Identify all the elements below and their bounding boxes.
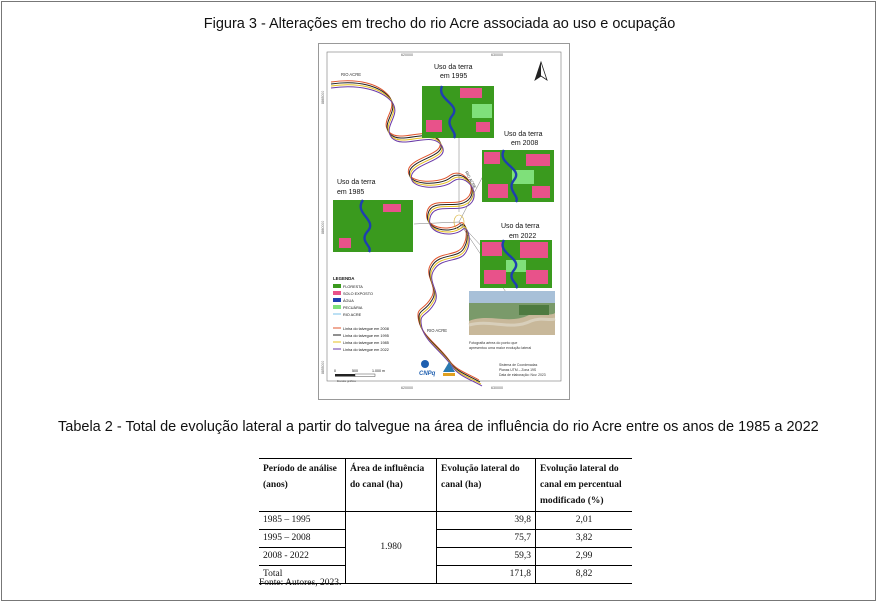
legend-swatch-floresta (333, 284, 341, 288)
legend-label-pecuaria: PECUÁRIA (343, 306, 363, 310)
header-period: Período de análise (anos) (259, 459, 346, 512)
table-row (259, 512, 632, 530)
header-percent: Evolução lateral do canal em percentual modificado (%) (536, 459, 633, 512)
svg-text:CNPq: CNPq (419, 371, 436, 377)
inset-1985-title-line2: em 1985 (337, 189, 365, 196)
cell-percent: 2,01 (536, 512, 633, 530)
cell-period: Total (259, 566, 346, 584)
scale-note: Escala gráfica (337, 379, 356, 383)
cnpq-logo (419, 360, 436, 377)
legend-label-solo: SOLO EXPOSTO (343, 292, 373, 296)
cell-lateral: 75,7 (437, 530, 536, 548)
legend-swatch-agua (333, 298, 341, 302)
cell-period: 2008 - 2022 (259, 548, 346, 566)
table-title: Tabela 2 - Total de evolução lateral a partir do talvegue na área de influência do rio Acre entre os anos de 1985 a 2022 (58, 419, 819, 435)
grid-label-left-2: 8860000 (321, 220, 325, 234)
inset-1995-title-line2: em 1995 (440, 73, 468, 80)
legend-label-rio: RIO ACRE (343, 313, 362, 317)
cell-lateral: 59,3 (437, 548, 536, 566)
header-lateral: Evolução lateral do canal (ha) (437, 459, 536, 512)
legend-line-label-1985: Linha do talvegue em 1985 (343, 341, 389, 345)
grid-label-left-1: 8865000 (321, 90, 325, 104)
legend-label-floresta: FLORESTA (343, 285, 363, 289)
meta-line1: Sistema de Coordenadas (499, 363, 538, 367)
grid-label-left-3: 8855000 (321, 360, 325, 374)
meta-line3: Data de elaboração: Nov. 2023 (499, 373, 546, 377)
cell-lateral: 171,8 (437, 566, 536, 584)
inset-2022-title-line1: Uso da terra (501, 223, 540, 230)
cell-percent: 3,82 (536, 530, 633, 548)
inset-2008-title-line1: Uso da terra (504, 131, 543, 138)
inset-1985-map (333, 200, 413, 252)
scale-label-mid: 500 (352, 369, 358, 373)
map-canvas (319, 44, 569, 399)
cell-period: 1995 – 2008 (259, 530, 346, 548)
grid-label-bottom-2: 630000 (491, 386, 503, 390)
legend-line-label-2008: Linha do talvegue em 2008 (343, 327, 389, 331)
river-label-south: RIO ACRE (427, 328, 448, 333)
grid-label-top-1: 620000 (401, 53, 413, 57)
table-header-row (259, 459, 632, 512)
legend-items (333, 284, 389, 352)
inset-2008-map (482, 150, 554, 202)
river-label-mid: RIO ACRE (464, 170, 478, 190)
aerial-photo (469, 291, 555, 335)
legend-label-agua: ÁGUA (343, 299, 354, 303)
photo-caption-line1: Fotografia aérea do ponto que (469, 341, 518, 345)
table-row (259, 530, 632, 548)
inset-2022-map (480, 240, 552, 288)
legend-swatch-pecuaria (333, 305, 341, 309)
lab-logo-icon (443, 362, 455, 376)
header-area: Área de influência do canal (ha) (346, 459, 437, 512)
lateral-evolution-table (259, 458, 632, 584)
river-map-figure (318, 43, 570, 400)
inset-1995-title-line1: Uso da terra (434, 64, 473, 71)
inset-2022-title-line2: em 2022 (509, 233, 537, 240)
photo-caption-line2: apresentou uma maior evolução lateral (469, 346, 532, 350)
meta-line2: Planas UTM – Zona 19S (499, 368, 537, 372)
inset-1985-title-line1: Uso da terra (337, 179, 376, 186)
north-arrow-icon (535, 62, 547, 80)
river-label-north: RIO ACRE (341, 72, 362, 77)
cell-period: 1985 – 1995 (259, 512, 346, 530)
table-source: Fonte: Autores, 2023. (259, 578, 342, 588)
legend-swatch-solo (333, 291, 341, 295)
scale-label-zero: 0 (334, 369, 336, 373)
grid-label-top-2: 630000 (491, 53, 503, 57)
inset-1995-map (422, 86, 494, 138)
inset-2008-title-line2: em 2008 (511, 140, 539, 147)
legend-line-label-2022: Linha do talvegue em 2022 (343, 348, 389, 352)
grid-label-bottom-1: 620000 (401, 386, 413, 390)
legend-title: LEGENDA (333, 276, 355, 281)
table-row (259, 548, 632, 566)
cell-percent: 2,99 (536, 548, 633, 566)
scale-label-end: 1.000 m (372, 369, 385, 373)
legend-line-label-1995: Linha do talvegue em 1995 (343, 334, 389, 338)
figure-title: Figura 3 - Alterações em trecho do rio Acre associada ao uso e ocupação (203, 16, 676, 32)
cell-lateral: 39,8 (437, 512, 536, 530)
cell-percent: 8,82 (536, 566, 633, 584)
cell-area-merged: 1.980 (346, 512, 437, 584)
